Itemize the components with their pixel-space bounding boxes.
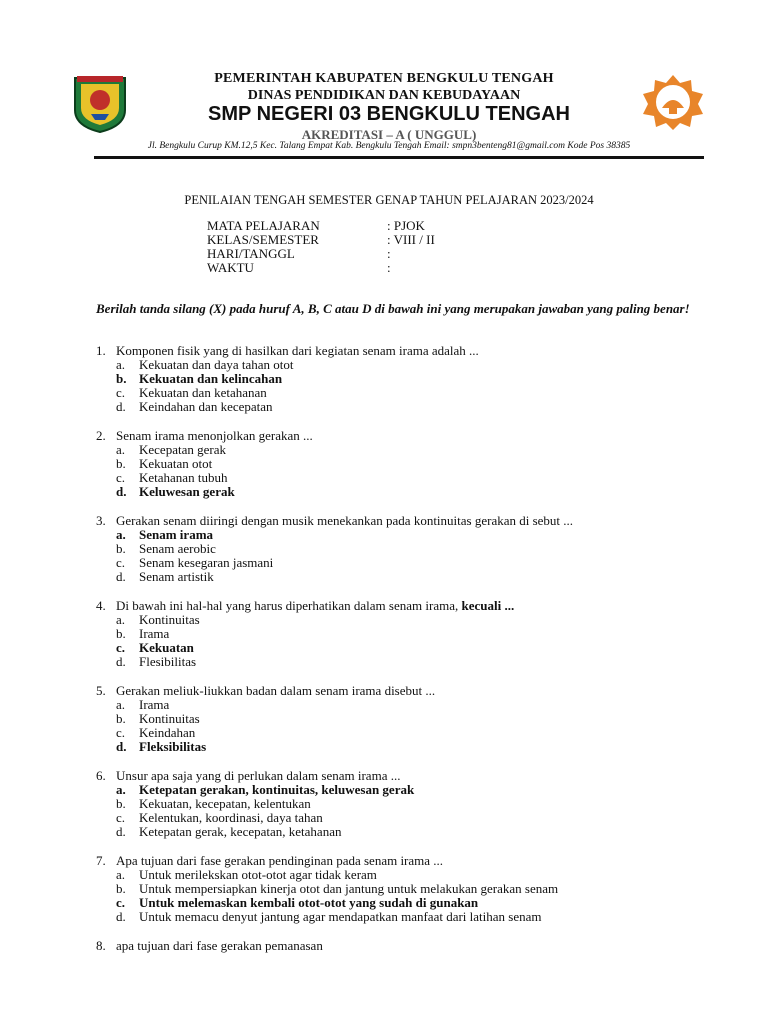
question-text: Apa tujuan dari fase gerakan pendinginan pada senam irama ... xyxy=(116,853,444,868)
option-text: Kelentukan, koordinasi, daya tahan xyxy=(139,810,323,825)
option-text: Untuk melemaskan kembali otot-otot yang sudah di gunakan xyxy=(139,895,479,910)
option-text: Irama xyxy=(139,626,170,641)
question-number: 2. xyxy=(96,428,106,443)
question-text-wrap xyxy=(116,344,479,358)
option-text: Ketahanan tubuh xyxy=(139,470,228,485)
answer-option-correct xyxy=(116,528,736,542)
option-letter: c. xyxy=(116,470,126,485)
option-letter: c. xyxy=(116,725,126,740)
answer-option xyxy=(116,457,736,471)
question-number: 4. xyxy=(96,598,106,613)
option-text: Keindahan dan kecepatan xyxy=(139,399,273,414)
option-text: Kekuatan dan ketahanan xyxy=(139,385,267,400)
question-number: 7. xyxy=(96,853,106,868)
option-text: Senam irama xyxy=(139,527,214,542)
answer-option xyxy=(116,726,736,740)
answer-option-correct xyxy=(116,740,736,754)
question-text: Unsur apa saja yang di perlukan dalam senam irama ... xyxy=(116,768,401,783)
option-letter: c. xyxy=(116,385,126,400)
question-item xyxy=(96,599,736,669)
answer-option xyxy=(116,471,736,485)
option-text: Kekuatan dan daya tahan otot xyxy=(139,357,294,372)
question-stem xyxy=(96,769,736,783)
question-text: apa tujuan dari fase gerakan pemanasan xyxy=(116,938,323,953)
question-item xyxy=(96,854,736,924)
option-letter: d. xyxy=(116,739,127,754)
option-text: Flesibilitas xyxy=(139,654,197,669)
option-text: Senam aerobic xyxy=(139,541,216,556)
question-text-wrap xyxy=(116,599,514,613)
option-letter: d. xyxy=(116,909,126,924)
option-text: Untuk merilekskan otot-otot agar tidak keram xyxy=(139,867,377,882)
option-letter: c. xyxy=(116,895,126,910)
option-text: Senam artistik xyxy=(139,569,214,584)
option-text: Ketepatan gerakan, kontinuitas, keluwesan gerak xyxy=(139,782,415,797)
option-text: Kontinuitas xyxy=(139,711,200,726)
option-text: Untuk mempersiapkan kinerja otot dan jantung untuk melakukan gerakan senam xyxy=(139,881,559,896)
answer-option-correct xyxy=(116,485,736,499)
answer-option xyxy=(116,825,736,839)
question-text-wrap xyxy=(116,429,313,443)
question-number: 8. xyxy=(96,938,106,953)
header-government: PEMERINTAH KABUPATEN BENGKULU TENGAH xyxy=(214,71,554,86)
option-letter: a. xyxy=(116,867,126,882)
answer-option xyxy=(116,443,736,457)
question-stem xyxy=(96,939,736,953)
question-item xyxy=(96,429,736,499)
option-letter: b. xyxy=(116,796,126,811)
question-item xyxy=(96,769,736,839)
question-text: Gerakan meliuk-liukkan badan dalam senam irama disebut ... xyxy=(116,683,436,698)
option-text: Kecepatan gerak xyxy=(139,442,226,457)
question-item xyxy=(96,684,736,754)
question-number: 1. xyxy=(96,343,106,358)
answer-option xyxy=(116,882,736,896)
meta-row-class xyxy=(207,233,435,247)
option-text: Fleksibilitas xyxy=(139,739,207,754)
question-text: Komponen fisik yang di hasilkan dari kegiatan senam irama adalah ... xyxy=(116,343,479,358)
header-school-name: SMP NEGERI 03 BENGKULU TENGAH xyxy=(208,103,570,125)
answer-option-correct xyxy=(116,641,736,655)
meta-label: MATA PELAJARAN xyxy=(207,218,320,233)
option-text: Keluwesan gerak xyxy=(139,484,235,499)
meta-value: : VIII / II xyxy=(387,232,435,247)
answer-option xyxy=(116,698,736,712)
header-department: DINAS PENDIDIKAN DAN KEBUDAYAAN xyxy=(247,88,521,103)
option-letter: a. xyxy=(116,612,126,627)
question-item xyxy=(96,344,736,414)
question-stem xyxy=(96,514,736,528)
answer-option xyxy=(116,570,736,584)
option-letter: c. xyxy=(116,640,126,655)
option-letter: b. xyxy=(116,456,126,471)
meta-row-subject xyxy=(207,219,435,233)
option-letter: b. xyxy=(116,541,126,556)
option-letter: d. xyxy=(116,824,126,839)
option-letter: a. xyxy=(116,357,126,372)
question-item xyxy=(96,939,736,953)
question-text-wrap xyxy=(116,854,443,868)
answer-option xyxy=(116,613,736,627)
option-letter: b. xyxy=(116,626,126,641)
meta-label: KELAS/SEMESTER xyxy=(207,232,319,247)
answer-option xyxy=(116,386,736,400)
option-text: Kekuatan xyxy=(139,640,194,655)
question-stem xyxy=(96,344,736,358)
question-text: Gerakan senam diiringi dengan musik menekankan pada kontinuitas gerakan di sebut ... xyxy=(116,513,574,528)
option-text: Untuk memacu denyut jantung agar mendapatkan manfaat dari latihan senam xyxy=(139,909,542,924)
header-accreditation: AKREDITASI – A ( UNGGUL) xyxy=(301,127,477,142)
option-text: Senam kesegaran jasmani xyxy=(139,555,274,570)
option-letter: b. xyxy=(116,881,126,896)
question-stem xyxy=(96,429,736,443)
option-letter: d. xyxy=(116,654,126,669)
instruction: Berilah tanda silang (X) pada huruf A, B, C atau D di bawah ini yang merupakan jawaban yang paling benar! xyxy=(96,301,690,316)
option-text: Kekuatan otot xyxy=(139,456,213,471)
option-letter: d. xyxy=(116,569,126,584)
answer-option xyxy=(116,910,736,924)
question-text-wrap xyxy=(116,684,435,698)
question-stem xyxy=(96,684,736,698)
option-letter: d. xyxy=(116,484,127,499)
answer-option xyxy=(116,400,736,414)
meta-row-time xyxy=(207,261,435,275)
answer-option-correct xyxy=(116,896,736,910)
option-letter: b. xyxy=(116,711,126,726)
answer-option-correct xyxy=(116,783,736,797)
option-text: Irama xyxy=(139,697,170,712)
option-text: Kekuatan, kecepatan, kelentukan xyxy=(139,796,311,811)
meta-label: WAKTU xyxy=(207,260,254,275)
answer-option xyxy=(116,655,736,669)
header-address: Jl. Bengkulu Curup KM.12,5 Kec. Talang Empat Kab. Bengkulu Tengah Email: smpn3benteng81@gmail.com Kode Pos 38385 xyxy=(147,141,631,151)
option-letter: d. xyxy=(116,399,126,414)
question-keyword: kecuali ... xyxy=(461,598,515,613)
question-stem xyxy=(96,599,736,613)
exam-title: PENILAIAN TENGAH SEMESTER GENAP TAHUN PELAJARAN 2023/2024 xyxy=(184,193,594,207)
answer-option xyxy=(116,797,736,811)
exam-meta xyxy=(207,219,435,275)
question-text: Senam irama menonjolkan gerakan ... xyxy=(116,428,313,443)
option-letter: c. xyxy=(116,810,126,825)
question-list xyxy=(96,344,736,968)
meta-value: : xyxy=(387,260,391,275)
answer-option xyxy=(116,811,736,825)
question-text-wrap xyxy=(116,939,323,953)
question-number: 6. xyxy=(96,768,106,783)
question-text-wrap xyxy=(116,514,573,528)
answer-option xyxy=(116,542,736,556)
header-divider xyxy=(94,156,704,159)
question-stem xyxy=(96,854,736,868)
option-letter: a. xyxy=(116,527,126,542)
question-number: 3. xyxy=(96,513,106,528)
answer-option xyxy=(116,868,736,882)
meta-row-date xyxy=(207,247,435,261)
meta-value: : xyxy=(387,246,391,261)
answer-option xyxy=(116,358,736,372)
question-item xyxy=(96,514,736,584)
answer-option xyxy=(116,556,736,570)
answer-option xyxy=(116,627,736,641)
option-letter: c. xyxy=(116,555,126,570)
option-text: Keindahan xyxy=(139,725,196,740)
question-number: 5. xyxy=(96,683,106,698)
question-text: Di bawah ini hal-hal yang harus diperhatikan dalam senam irama, xyxy=(116,598,462,613)
meta-value: : PJOK xyxy=(387,218,425,233)
option-text: Kekuatan dan kelincahan xyxy=(139,371,283,386)
option-letter: a. xyxy=(116,442,126,457)
option-letter: a. xyxy=(116,697,126,712)
question-text-wrap xyxy=(116,769,400,783)
option-letter: b. xyxy=(116,371,127,386)
option-letter: a. xyxy=(116,782,126,797)
answer-option xyxy=(116,712,736,726)
answer-option-correct xyxy=(116,372,736,386)
option-text: Ketepatan gerak, kecepatan, ketahanan xyxy=(139,824,342,839)
meta-label: HARI/TANGGL xyxy=(207,246,295,261)
option-text: Kontinuitas xyxy=(139,612,200,627)
